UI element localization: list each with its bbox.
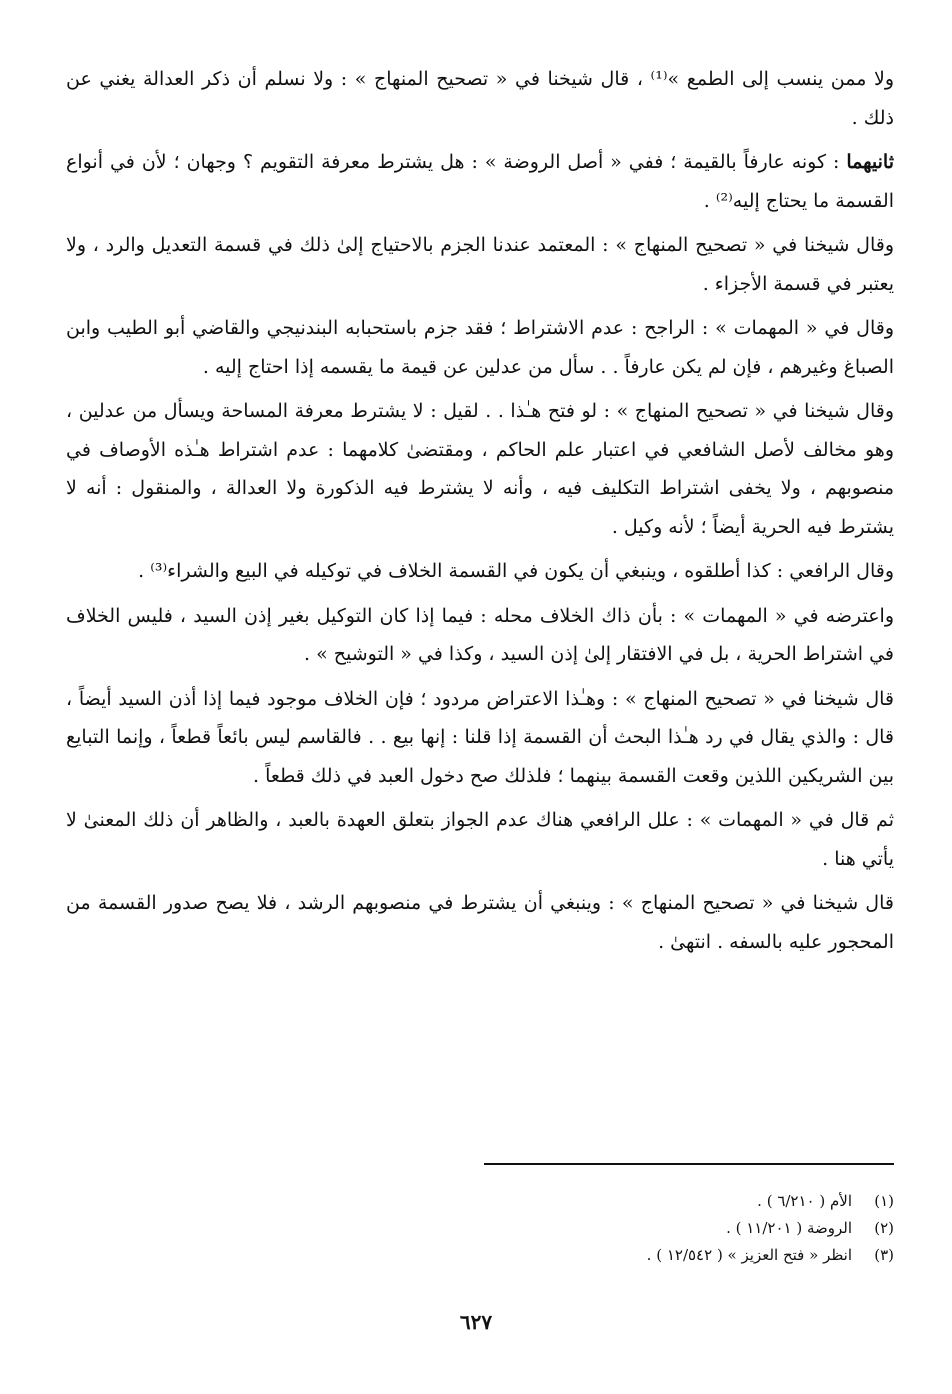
footnotes	[300, 1188, 894, 1269]
footnote-text: انظر « فتح العزيز » ( ١٢/٥٤٢ ) .	[646, 1246, 852, 1264]
footnote-number: (٢)	[874, 1219, 894, 1237]
paragraph-text: قال شيخنا في « تصحيح المنهاج » : وينبغي أن يشترط في منصوبهم الرشد ، فلا يصح صدور القسمة من المحجور عليه بالسفه . انتهىٰ .	[66, 892, 894, 953]
footnote	[300, 1242, 894, 1269]
footnote	[300, 1215, 894, 1242]
footnote-number: (١)	[874, 1192, 894, 1210]
paragraph-text: وقال شيخنا في « تصحيح المنهاج » : لو فتح هـٰذا . . لقيل : لا يشترط معرفة المساحة ويسأل من عدلين ، وهو مخالف لأصل الشافعي في اعتبار علم الحاكم ، ومقتضىٰ كلامهما : عدم اشتراط هـٰذه الأوصاف في منصوبهم ، ولا يخفى اشتراط التكليف فيه ، وأنه لا يشترط فيه الذكورة ولا العدالة ، والمنقول : أنه لا يشترط فيه الحرية أيضاً ؛ لأنه وكيل .	[66, 400, 894, 538]
paragraph	[66, 60, 894, 137]
paragraph	[66, 392, 894, 546]
footnote-number: (٣)	[874, 1246, 894, 1264]
paragraph-text: واعترضه في « المهمات » : بأن ذاك الخلاف محله : فيما إذا كان التوكيل بغير إذن السيد ، فليس الخلاف في اشتراط الحرية ، بل في الافتقار إلىٰ إذن السيد ، وكذا في « التوشيح » .	[66, 604, 894, 665]
paragraph-text: وقال الرافعي : كذا أطلقوه ، وينبغي أن يكون في القسمة الخلاف في توكيله في البيع والشراء⁽³⁾ .	[138, 560, 894, 582]
paragraph-text: ثم قال في « المهمات » : علل الرافعي هناك عدم الجواز بتعلق العهدة بالعبد ، والظاهر أن ذلك المعنىٰ لا يأتي هنا .	[66, 809, 894, 870]
page-number: ٦٢٧	[459, 1310, 493, 1334]
paragraph	[66, 143, 894, 220]
footnote-text: الأم ( ٦/٢١٠ ) .	[757, 1192, 852, 1210]
paragraph	[66, 680, 894, 796]
footnote	[300, 1188, 894, 1215]
paragraph	[66, 552, 894, 591]
paragraph	[66, 309, 894, 386]
paragraph	[66, 801, 894, 878]
paragraph-text: وقال شيخنا في « تصحيح المنهاج » : المعتمد عندنا الجزم بالاحتياج إلىٰ ذلك في قسمة التعديل والرد ، ولا يعتبر في قسمة الأجزاء .	[66, 234, 894, 295]
paragraph-text: : كونه عارفاً بالقيمة ؛ ففي « أصل الروضة » : هل يشترط معرفة التقويم ؟ وجهان ؛ لأن في أنواع القسمة ما يحتاج إليه⁽²⁾ .	[66, 151, 894, 212]
paragraph-text: وقال في « المهمات » : الراجح : عدم الاشتراط ؛ فقد جزم باستحبابه البندنيجي والقاضي أبو الطيب وابن الصباغ وغيرهم ، فإن لم يكن عارفاً . . سأل من عدلين عن قيمة ما يقسمه إذا احتاج إليه .	[66, 317, 894, 378]
paragraph-text: قال شيخنا في « تصحيح المنهاج » : وهـٰذا الاعتراض مردود ؛ فإن الخلاف موجود فيما إذا أذن السيد أيضاً ، قال : والذي يقال في رد هـٰذا البحث أن القسمة إذا قلنا : إنها بيع . . فالقاسم ليس بائعاً قطعاً ، وإنما التبايع بين الشريكين اللذين وقعت القسمة بينهما ؛ فلذلك صح دخول العبد في ذلك قطعاً .	[66, 687, 894, 787]
footnote-text: الروضة ( ١١/٢٠١ ) .	[726, 1219, 852, 1237]
paragraph-lead: ثانيهما	[846, 151, 894, 173]
main-text	[66, 60, 894, 967]
paragraph	[66, 597, 894, 674]
footnote-divider	[484, 1163, 894, 1165]
paragraph	[66, 226, 894, 303]
paragraph-text: ولا ممن ينسب إلى الطمع »⁽¹⁾ ، قال شيخنا في « تصحيح المنهاج » : ولا نسلم أن ذكر العدالة يغني عن ذلك .	[66, 68, 894, 129]
paragraph	[66, 884, 894, 961]
